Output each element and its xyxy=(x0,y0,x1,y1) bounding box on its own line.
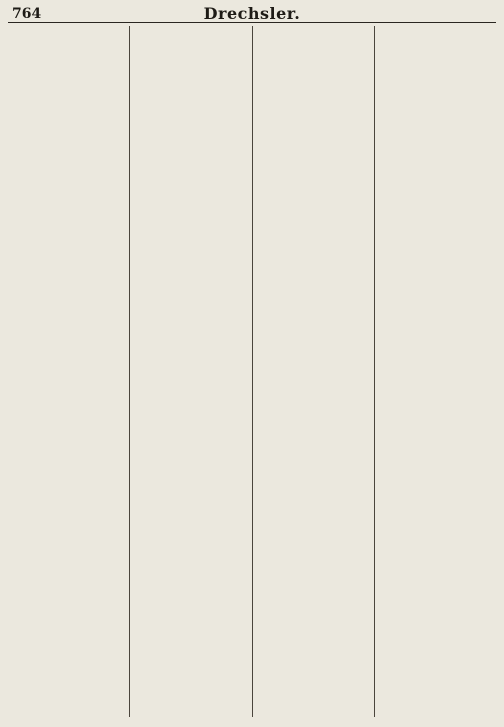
page-header xyxy=(8,4,496,22)
directory-columns xyxy=(8,26,496,717)
directory-column-3 xyxy=(253,26,375,717)
directory-column-2 xyxy=(130,26,252,717)
directory-column-1 xyxy=(8,26,130,717)
running-head: Drechsler. xyxy=(203,4,301,23)
header-rule xyxy=(8,22,496,23)
directory-column-4 xyxy=(375,26,496,717)
page-number: 764 xyxy=(12,6,42,22)
